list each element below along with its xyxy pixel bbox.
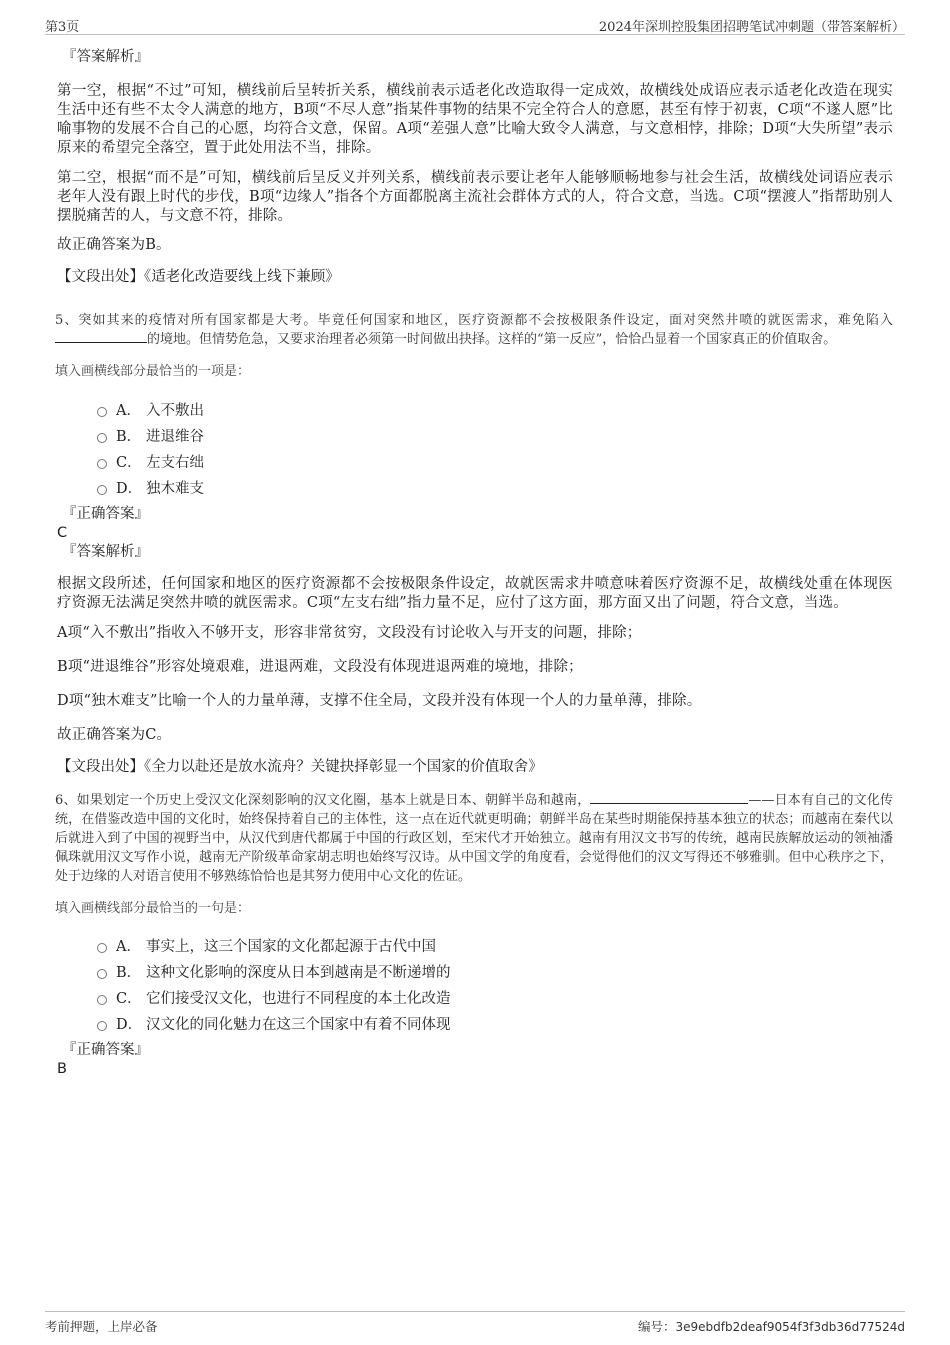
q5-analysis-para1: 根据文段所述，任何国家和地区的医疗资源都不会按极限条件设定，故就医需求井喷意味着医疗资源不足，故横线处重在体现医疗资源无法满足突然井喷的就医需求。C项“左支右绌”指力量不足，应付了这方面，那方面又出了问题，符合文意，当选。: [57, 576, 893, 611]
q6-option-b[interactable]: B． 这种文化影响的深度从日本到越南是不断递增的: [97, 958, 893, 984]
q6-answer-label: 『正确答案』: [62, 1042, 149, 1058]
q5-analysis-para3: B项“进退维谷”形容处境艰难，进退两难，文段没有体现进退两难的境地，排除；: [57, 659, 583, 675]
q4-analysis-para2: 第二空，根据“而不是”可知，横线前后呈反义并列关系，横线前表示要让老年人能够顺畅地参与社会生活，故横线处词语应表示老年人没有跟上时代的步伐，B项“边缘人”指各个方面都脱离主流社会群体方式的人，符合文意，当选。C项“摆渡人”指帮助别人摆脱痛苦的人，与文意不符，排除。: [57, 170, 893, 224]
q5-answer-value: C: [57, 525, 68, 541]
q5-conclusion: 故正确答案为C。: [57, 727, 172, 743]
radio-icon[interactable]: [97, 1021, 107, 1031]
q5-analysis-para2: A项“入不敷出”指收入不够开支，形容非常贫穷，文段没有讨论收入与开支的问题，排除；: [57, 625, 642, 641]
q6-option-c[interactable]: C． 它们接受汉文化，也进行不同程度的本土化改造: [97, 984, 893, 1010]
radio-icon[interactable]: [97, 485, 107, 495]
q6-option-d[interactable]: D． 汉文化的同化魅力在这三个国家中有着不同体现: [97, 1010, 893, 1036]
q5-option-a[interactable]: A． 入不敷出: [97, 396, 893, 422]
q5-option-c[interactable]: C． 左支右绌: [97, 448, 893, 474]
q6-prompt: 填入画横线部分最恰当的一句是：: [55, 901, 251, 916]
q6-option-a[interactable]: A． 事实上，这三个国家的文化都起源于古代中国: [97, 932, 893, 958]
q5-option-d[interactable]: D． 独木难支: [97, 474, 893, 500]
q5-source: 【文段出处】《全力以赴还是放水流舟？关键抉择彰显一个国家的价值取舍》: [57, 759, 543, 775]
page-number: 第3页: [45, 20, 80, 35]
radio-icon[interactable]: [97, 407, 107, 417]
q5-answer-label: 『正确答案』: [62, 506, 149, 522]
radio-icon[interactable]: [97, 995, 107, 1005]
q5-stem: 5、突如其来的疫情对所有国家都是大考。毕竟任何国家和地区，医疗资源都不会按极限条件设定，面对突然井喷的就医需求，难免陷入的境地。但情势危急，又要求治理者必须第一时间做出抉择。这样的“第一反应”，恰恰凸显着一个国家真正的价值取舍。: [55, 313, 893, 347]
page-footer: [45, 1311, 905, 1336]
radio-icon[interactable]: [97, 969, 107, 979]
q6-blank: [590, 791, 748, 804]
document-title: 2024年深圳控股集团招聘笔试冲刺题（带答案解析）: [598, 20, 905, 35]
radio-icon[interactable]: [97, 433, 107, 443]
radio-icon[interactable]: [97, 943, 107, 953]
document-code: 编号：3e9ebdfb2deaf9054f3f3db36d77524d: [637, 1319, 905, 1334]
q4-analysis-para1: 第一空，根据“不过”可知，横线前后呈转折关系，横线前表示适老化改造取得一定成效，故横线处成语应表示适老化改造在现实生活中还有些不太令人满意的地方，B项“不尽人意”指某件事物的结果不完全符合人的意愿，甚至有悖于初衷，C项“不遂人愿”比喻事物的发展不合自己的心愿，均符合文意，保留。A项“差强人意”比喻大致令人满意，与文意相悖，排除；D项“大失所望”表示原来的希望完全落空，置于此处用法不当，排除。: [57, 83, 893, 156]
q6-options: [57, 932, 893, 1036]
q5-analysis-label: 『答案解析』: [62, 544, 149, 560]
q4-analysis-label: 『答案解析』: [62, 49, 149, 65]
q5-prompt: 填入画横线部分最恰当的一项是：: [55, 364, 251, 379]
q6-answer-value: B: [57, 1061, 67, 1077]
q5-options: [57, 396, 893, 500]
q5-blank: [55, 330, 147, 343]
q5-option-b[interactable]: B． 进退维谷: [97, 422, 893, 448]
radio-icon[interactable]: [97, 459, 107, 469]
q6-stem: 6、如果划定一个历史上受汉文化深刻影响的汉文化圈，基本上就是日本、朝鲜半岛和越南， ——日本有自己的文化传统，在借鉴改造中国的文化时，始终保持着自己的主体性，这一点在近代就更明确；朝鲜半岛在某些时期能保持基本独立的状态；而越南在秦代以后就进入到了中国的视野当中，从汉代到唐代都属于中国的行政区划，至宋代才开始独立。越南有用汉文书写的传统，越南民族解放运动的领袖潘佩珠就用汉文写作小说，越南无产阶级革命家胡志明也始终写汉诗。从中国文学的角度看，会觉得他们的汉文写得还不够雅驯。但中心秩序之下，处于边缘的人对语言使用不够熟练恰恰也是其努力使用中心文化的佐证。: [55, 793, 893, 884]
q4-source: 【文段出处】《适老化改造要线上线下兼顾》: [57, 269, 340, 285]
q5-analysis-para4: D项“独木难支”比喻一个人的力量单薄，支撑不住全局，文段并没有体现一个人的力量单薄，排除。: [57, 693, 702, 709]
footer-slogan: 考前押题，上岸必备: [45, 1319, 158, 1334]
page-content: [57, 44, 893, 1078]
page-header: [45, 14, 905, 35]
q4-conclusion: 故正确答案为B。: [57, 237, 171, 253]
